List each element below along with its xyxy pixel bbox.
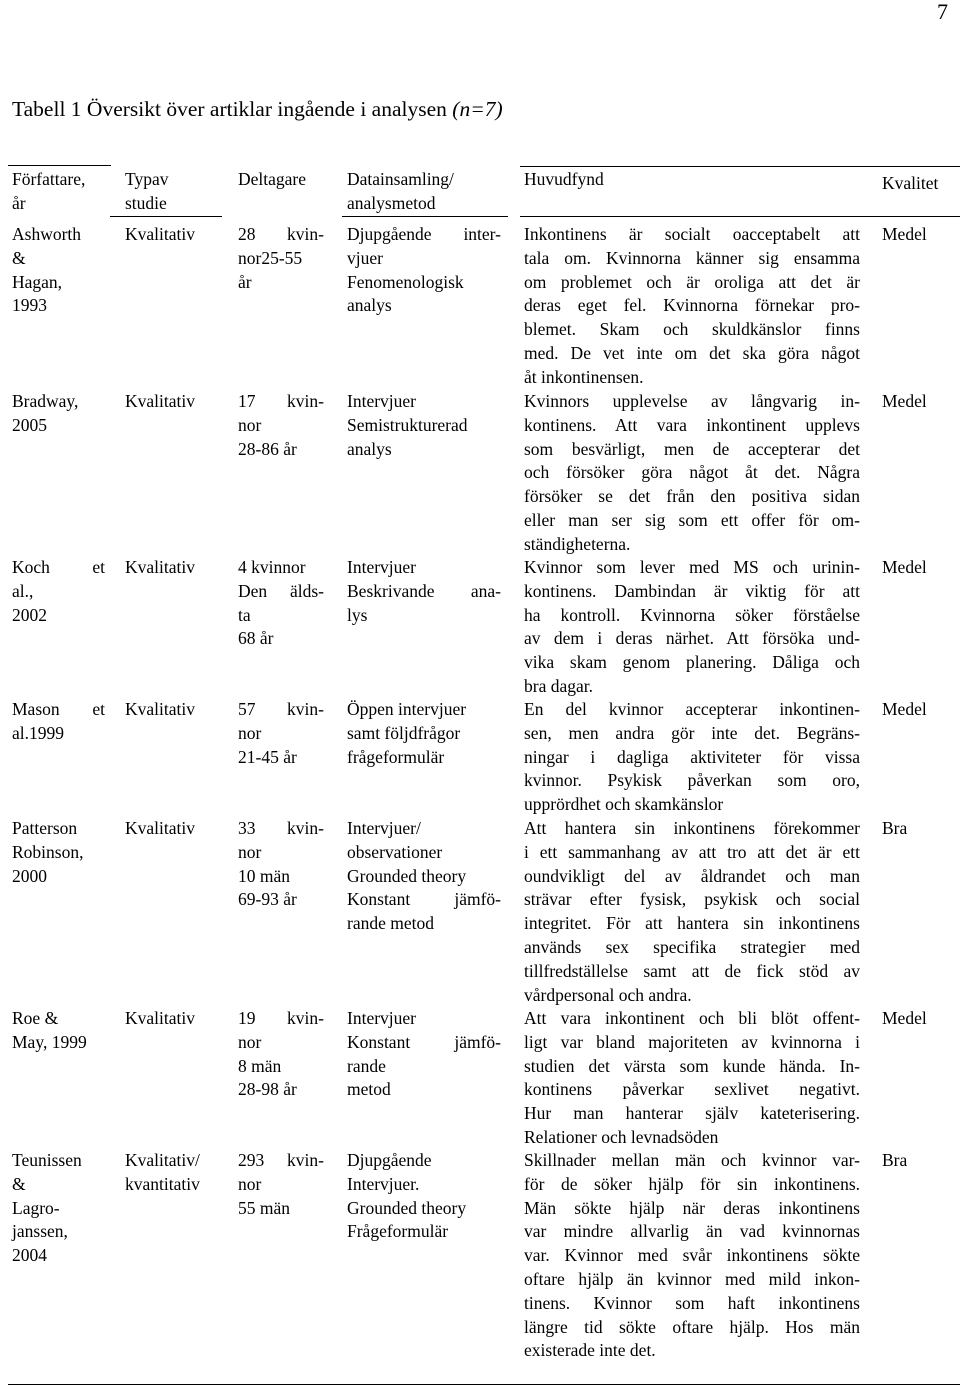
method-cell-line: Djupgående inter- xyxy=(347,224,501,244)
method-cell-line: Djupgående xyxy=(347,1150,432,1170)
findings-cell xyxy=(524,223,860,390)
participants-cell-line: nor xyxy=(238,414,262,435)
participants-cell-line: 57 kvin- xyxy=(238,699,324,719)
findings-cell xyxy=(524,556,860,699)
findings-cell-line: med. De vet inte om det ska göra något xyxy=(524,342,860,363)
author-cell-line: Koch et xyxy=(12,557,105,577)
method-cell-line: Grounded theory xyxy=(347,865,467,886)
participants-cell xyxy=(238,390,324,461)
findings-cell xyxy=(524,1007,860,1150)
participants-cell-line: nor xyxy=(238,1173,262,1194)
findings-cell-line: blemet. Skam och skuldkänslor finns xyxy=(524,319,860,340)
author-cell-line: Roe & xyxy=(12,1008,59,1028)
type-cell-line: Kvalitativ xyxy=(125,224,195,244)
participants-cell-line: nor xyxy=(238,722,262,743)
quality-cell-line: Bra xyxy=(882,1150,908,1170)
findings-cell-line: ha kontroll. Kvinnorna söker förståelse xyxy=(524,604,860,625)
method-cell-line: rande xyxy=(347,1055,386,1076)
bottom-rule xyxy=(8,1384,960,1385)
header-data-line: Datainsamling/ xyxy=(347,169,454,189)
method-cell-line: Konstant jämfö- xyxy=(347,889,501,910)
quality-cell xyxy=(882,1007,960,1031)
type-cell-line: Kvalitativ xyxy=(125,699,195,719)
participants-cell-line: 69-93 år xyxy=(238,889,297,910)
header-rule-data xyxy=(342,216,508,217)
caption-text: Tabell 1 Översikt över artiklar ingående i analysen xyxy=(12,97,453,121)
author-cell-line: & xyxy=(12,247,26,268)
method-cell-line: Konstant jämfö- xyxy=(347,1031,501,1052)
findings-cell-line: Inkontinens är socialt oacceptabelt att xyxy=(524,224,860,244)
quality-cell xyxy=(882,817,960,841)
author-cell xyxy=(12,1007,105,1055)
findings-cell-line: vika skam genom planering. Dåliga och xyxy=(524,652,860,673)
findings-cell-line: kontinens. Dambindan är viktig för att xyxy=(524,580,860,601)
findings-cell-line: Relationer och levnadsöden xyxy=(524,1126,719,1147)
participants-cell-line: 28-98 år xyxy=(238,1079,297,1100)
type-cell xyxy=(125,1149,215,1197)
findings-cell-line: Att vara inkontinent och bli blöt offent- xyxy=(524,1008,860,1028)
participants-cell-line: 55 män xyxy=(238,1197,291,1218)
method-cell xyxy=(347,698,501,769)
table-caption xyxy=(12,96,503,122)
findings-cell-line: vårdpersonal och andra. xyxy=(524,984,692,1005)
header-type xyxy=(125,168,215,216)
header-author-line: år xyxy=(12,192,26,213)
author-cell-line: al., xyxy=(12,580,34,601)
findings-cell-line: av dem i deras närhet. Att försöka und- xyxy=(524,628,860,649)
method-cell-line: Semistrukturerad xyxy=(347,414,468,435)
findings-cell-line: Män sökte hjälp när deras inkontinens xyxy=(524,1197,860,1218)
author-cell-line: janssen, xyxy=(12,1221,68,1242)
findings-cell xyxy=(524,817,860,1007)
method-cell-line: Grounded theory xyxy=(347,1197,467,1218)
author-cell-line: al.1999 xyxy=(12,722,65,743)
author-cell-line: Mason et xyxy=(12,699,105,719)
quality-cell-line: Medel xyxy=(882,1008,927,1028)
findings-cell-line: tillfredställelse samt att de fick stöd av xyxy=(524,960,860,981)
participants-cell-line: nor xyxy=(238,1031,262,1052)
findings-cell-line: och försöker göra något åt det. Några xyxy=(524,462,860,483)
findings-cell xyxy=(524,390,860,557)
method-cell-line: vjuer xyxy=(347,247,383,268)
findings-cell-line: för de söker hjälp för sin inkontinens. xyxy=(524,1173,860,1194)
header-rule-right xyxy=(520,216,960,217)
findings-cell-line: integritet. För att hantera sin inkontinens xyxy=(524,913,860,934)
participants-cell xyxy=(238,556,324,651)
top-rule-left xyxy=(8,165,111,166)
method-cell-line: samt följdfrågor xyxy=(347,722,461,743)
method-cell-line: Frågeformulär xyxy=(347,1221,449,1242)
type-cell-line: kvantitativ xyxy=(125,1173,200,1194)
findings-cell-line: används sex specifika strategier med xyxy=(524,936,860,957)
findings-cell-line: var. Kvinnor med svår inkontinens sökte xyxy=(524,1245,860,1266)
header-findings xyxy=(524,168,860,192)
author-cell-line: Patterson xyxy=(12,818,78,838)
findings-cell-line: studien det värsta som kunde hända. In- xyxy=(524,1055,860,1076)
author-cell-line: Bradway, xyxy=(12,391,79,411)
header-type-word: Typ xyxy=(125,169,152,189)
author-cell xyxy=(12,1149,105,1268)
type-cell xyxy=(125,698,215,722)
participants-cell xyxy=(238,817,324,912)
participants-cell-line: 10 män xyxy=(238,865,291,886)
method-cell-line: observationer xyxy=(347,841,443,862)
author-cell-line: Ashworth xyxy=(12,224,82,244)
author-cell-line: Hagan, xyxy=(12,271,63,292)
findings-cell xyxy=(524,698,860,817)
type-cell-line: Kvalitativ xyxy=(125,1008,195,1028)
author-cell-line: 2005 xyxy=(12,414,47,435)
participants-cell-line: nor25-55 xyxy=(238,247,303,268)
findings-cell-line: om problemet och är oroliga att det är xyxy=(524,271,860,292)
method-cell-line: Fenomenologisk xyxy=(347,271,464,292)
findings-cell-line: ständigheterna. xyxy=(524,533,631,554)
findings-cell xyxy=(524,1149,860,1363)
participants-cell xyxy=(238,1149,324,1220)
findings-cell-line: oundvikligt del av åldrandet och man xyxy=(524,865,860,886)
header-rule-type xyxy=(110,216,222,217)
author-cell-line: Robinson, xyxy=(12,841,84,862)
method-cell-line: metod xyxy=(347,1079,391,1100)
author-cell-line: 2004 xyxy=(12,1245,47,1266)
method-cell xyxy=(347,390,501,461)
method-cell xyxy=(347,556,501,627)
participants-cell-line: 68 år xyxy=(238,628,274,649)
method-cell-line: lys xyxy=(347,604,368,625)
author-cell-line: Lagro- xyxy=(12,1197,60,1218)
participants-cell-line: Den älds- xyxy=(238,580,324,601)
participants-cell-line: 21-45 år xyxy=(238,746,297,767)
header-author-line: Författare, xyxy=(12,169,86,189)
page-number: 7 xyxy=(937,0,948,24)
method-cell-line: Intervjuer xyxy=(347,557,416,577)
type-cell xyxy=(125,390,215,414)
findings-cell-line: i ett sammanhang av att tro att det är ett xyxy=(524,841,860,862)
findings-cell-line: existerade inte det. xyxy=(524,1340,656,1361)
participants-cell-line: 4 kvinnor xyxy=(238,557,306,577)
author-cell-line: 1993 xyxy=(12,295,47,316)
participants-cell-line: 28 kvin- xyxy=(238,224,324,244)
method-cell xyxy=(347,223,501,318)
findings-cell-line: kontinens påverkar sexlivet negativt. xyxy=(524,1079,860,1100)
header-author xyxy=(12,168,105,216)
quality-cell xyxy=(882,390,960,414)
header-data xyxy=(347,168,501,216)
method-cell xyxy=(347,1149,501,1244)
findings-cell-line: upprördhet och skamkänslor xyxy=(524,794,724,815)
author-cell-line: Teunissen xyxy=(12,1150,82,1170)
participants-cell-line: nor xyxy=(238,841,262,862)
quality-cell-line: Medel xyxy=(882,557,927,577)
method-cell-line: frågeformulär xyxy=(347,746,445,767)
findings-cell-line: Kvinnors upplevelse av långvarig in- xyxy=(524,391,860,411)
participants-cell xyxy=(238,698,324,769)
participants-cell-line: år xyxy=(238,271,252,292)
method-cell xyxy=(347,1007,501,1102)
header-type-line: studie xyxy=(125,192,167,213)
method-cell-line: Intervjuer xyxy=(347,1008,416,1028)
author-cell-line: May, 1999 xyxy=(12,1031,87,1052)
participants-cell-line: 19 kvin- xyxy=(238,1008,324,1028)
quality-cell-line: Medel xyxy=(882,699,927,719)
findings-cell-line: Kvinnor som lever med MS och urinin- xyxy=(524,557,860,577)
findings-cell-line: oftare hjälp än kvinnor med mild inkon- xyxy=(524,1268,860,1289)
header-participants xyxy=(238,168,324,192)
type-cell-line: Kvalitativ xyxy=(125,557,195,577)
findings-cell-line: En del kvinnor accepterar inkontinen- xyxy=(524,699,860,719)
method-cell-line: Intervjuer xyxy=(347,391,416,411)
participants-cell xyxy=(238,1007,324,1102)
findings-cell-line: tala om. Kvinnorna känner sig ensamma xyxy=(524,247,860,268)
author-cell-line: & xyxy=(12,1173,26,1194)
method-cell-line: analys xyxy=(347,438,392,459)
participants-cell-line: 17 kvin- xyxy=(238,391,324,411)
header-participants-label: Deltagare xyxy=(238,169,307,189)
findings-cell-line: ligt var bland majoriteten av kvinnorna i xyxy=(524,1031,860,1052)
participants-cell-line: 28-86 år xyxy=(238,438,297,459)
type-cell-line: Kvalitativ/ xyxy=(125,1150,200,1170)
author-cell-line: 2002 xyxy=(12,604,47,625)
method-cell-line: Intervjuer. xyxy=(347,1173,420,1194)
findings-cell-line: Hur man hanterar själv kateterisering. xyxy=(524,1103,860,1124)
findings-cell-line: kontinens. Att vara inkontinent upplevs xyxy=(524,414,860,435)
findings-cell-line: Att hantera sin inkontinens förekommer xyxy=(524,818,860,838)
participants-cell-line: 293 kvin- xyxy=(238,1150,324,1170)
findings-cell-line: Skillnader mellan män och kvinnor var- xyxy=(524,1150,860,1170)
type-cell xyxy=(125,817,215,841)
type-cell xyxy=(125,1007,215,1031)
participants-cell-line: 8 män xyxy=(238,1055,282,1076)
author-cell xyxy=(12,223,105,318)
quality-cell-line: Bra xyxy=(882,818,908,838)
findings-cell-line: deras eget fel. Kvinnorna förnekar pro- xyxy=(524,295,860,316)
top-rule-right xyxy=(520,166,960,167)
header-type-word: av xyxy=(151,169,169,189)
type-cell-line: Kvalitativ xyxy=(125,818,195,838)
header-quality xyxy=(882,172,960,196)
method-cell-line: analys xyxy=(347,295,392,316)
caption-n: (n=7) xyxy=(452,97,503,121)
findings-cell-line: ningar i dagliga aktiviteter för vissa xyxy=(524,746,860,767)
findings-cell-line: strävar efter fysisk, psykisk och social xyxy=(524,889,860,910)
findings-cell-line: försöker se det från den positiva sidan xyxy=(524,486,860,507)
author-cell-line: 2000 xyxy=(12,865,47,886)
method-cell-line: Intervjuer/ xyxy=(347,818,421,838)
findings-cell-line: längre tid sökte oftare hjälp. Hos män xyxy=(524,1316,860,1337)
participants-cell-line: 33 kvin- xyxy=(238,818,324,838)
type-cell xyxy=(125,556,215,580)
findings-cell-line: var mindre allvarlig än vad kvinnornas xyxy=(524,1221,860,1242)
findings-cell-line: bra dagar. xyxy=(524,675,593,696)
findings-cell-line: åt inkontinensen. xyxy=(524,366,644,387)
findings-cell-line: kvinnor. Psykisk påverkan som oro, xyxy=(524,770,860,791)
method-cell-line: Beskrivande ana- xyxy=(347,580,501,601)
header-findings-label: Huvudfynd xyxy=(524,169,604,189)
author-cell xyxy=(12,556,105,627)
type-cell-line: Kvalitativ xyxy=(125,391,195,411)
quality-cell xyxy=(882,223,960,247)
method-cell-line: rande metod xyxy=(347,913,434,934)
findings-cell-line: sen, men andra gör inte det. Begräns- xyxy=(524,722,860,743)
method-cell xyxy=(347,817,501,936)
author-cell xyxy=(12,390,105,438)
quality-cell xyxy=(882,556,960,580)
header-quality-label: Kvalitet xyxy=(882,173,939,193)
participants-cell-line: ta xyxy=(238,604,251,625)
method-cell-line: Öppen intervjuer xyxy=(347,699,467,719)
header-data-line: analysmetod xyxy=(347,192,436,213)
findings-cell-line: som besvärligt, men de accepterar det xyxy=(524,438,860,459)
header-type-line xyxy=(125,168,215,192)
findings-cell-line: eller man ser sig som ett offer för om- xyxy=(524,509,860,530)
quality-cell-line: Medel xyxy=(882,224,927,244)
type-cell xyxy=(125,223,215,247)
participants-cell xyxy=(238,223,324,294)
author-cell xyxy=(12,698,105,746)
quality-cell-line: Medel xyxy=(882,391,927,411)
quality-cell xyxy=(882,698,960,722)
quality-cell xyxy=(882,1149,960,1173)
findings-cell-line: tinens. Kvinnor som haft inkontinens xyxy=(524,1292,860,1313)
author-cell xyxy=(12,817,105,888)
